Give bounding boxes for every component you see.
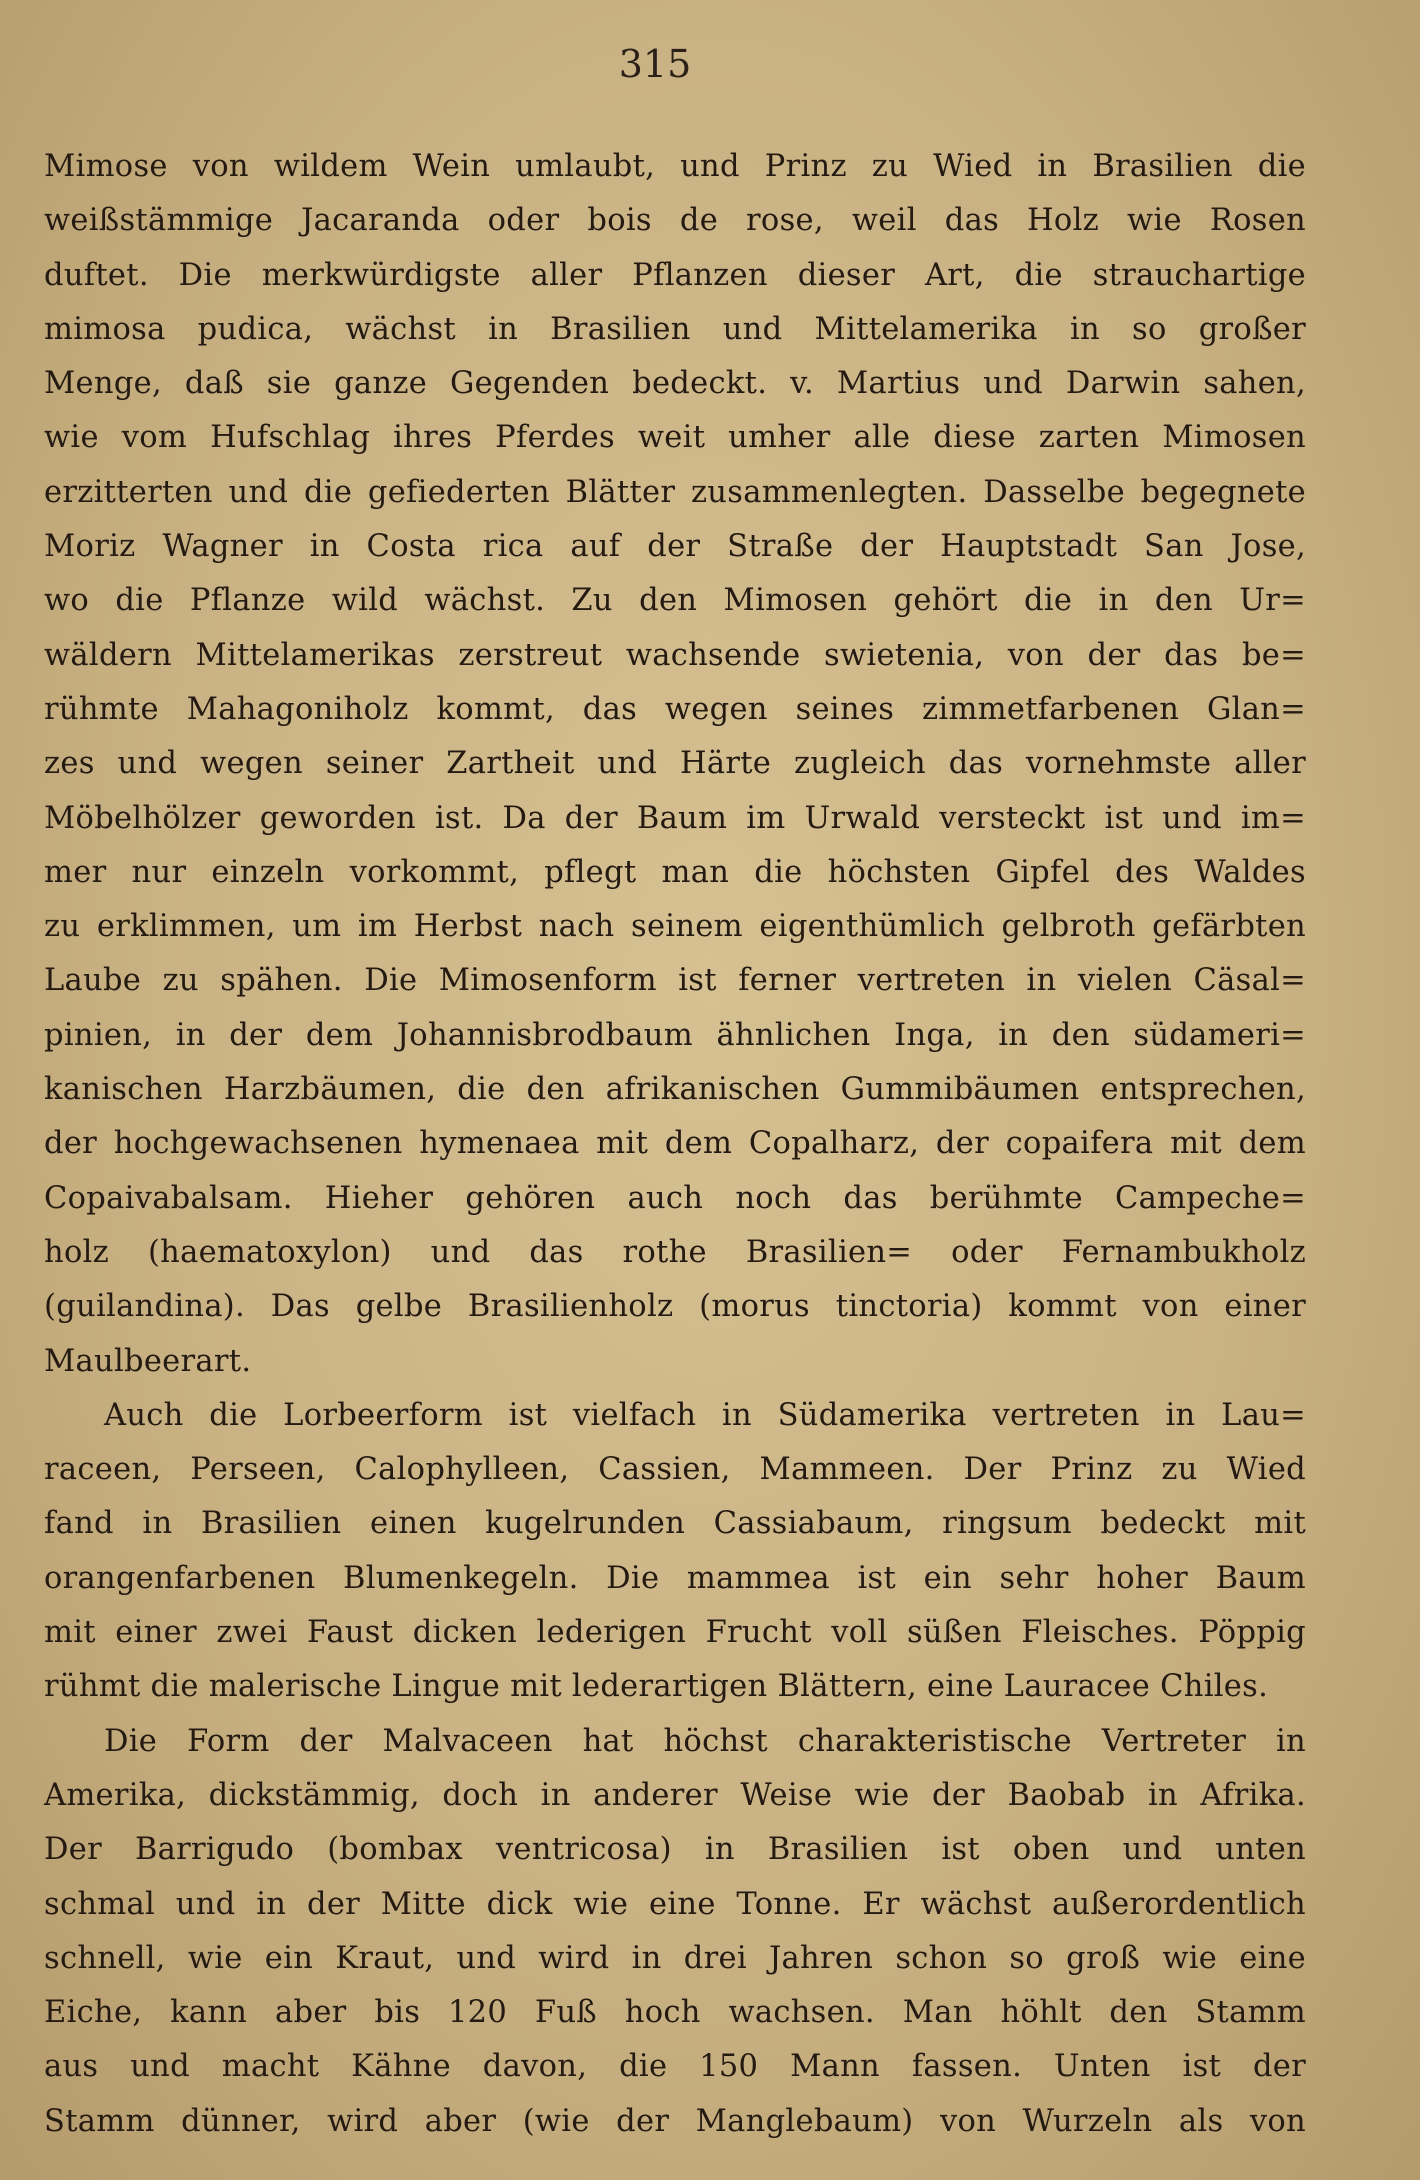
text-line: schnell, wie ein Kraut, und wird in drei Jahren schon so groß wie eine (44, 1940, 1306, 1976)
text-line: Auch die Lorbeerform ist vielfach in Südamerika vertreten in Lau= (104, 1397, 1306, 1433)
text-line: wie vom Hufschlag ihres Pferdes weit umher alle diese zarten Mimosen (44, 420, 1306, 456)
text-line: Maulbeerart. (44, 1343, 252, 1379)
text-line: Menge, daß sie ganze Gegenden bedeckt. v. Martius und Darwin sahen, (44, 366, 1306, 402)
text-line: duftet. Die merkwürdigste aller Pflanzen dieser Art, die strauchartige (44, 257, 1306, 293)
paragraph-3 (44, 1715, 1306, 2149)
text-line: rühmt die malerische Lingue mit lederartigen Blättern, eine Lauracee Chiles. (44, 1669, 1269, 1705)
text-line: schmal und in der Mitte dick wie eine Tonne. Er wächst außerordentlich (44, 1886, 1306, 1922)
text-line: Mimose von wildem Wein umlaubt, und Prinz zu Wied in Brasilien die (44, 149, 1306, 184)
text-line: mer nur einzeln vorkommt, pflegt man die höchsten Gipfel des Waldes (44, 854, 1306, 890)
text-line: Laube zu spähen. Die Mimosenform ist ferner vertreten in vielen Cäsal= (44, 963, 1306, 999)
text-line: zes und wegen seiner Zartheit und Härte zugleich das vornehmste aller (44, 746, 1306, 782)
text-line: rühmte Mahagoniholz kommt, das wegen seines zimmetfarbenen Glan= (44, 691, 1306, 727)
text-line: Der Barrigudo (bombax ventricosa) in Brasilien ist oben und unten (44, 1832, 1306, 1868)
text-line: pinien, in der dem Johannisbrodbaum ähnlichen Inga, in den südameri= (44, 1017, 1306, 1053)
text-line: Amerika, dickstämmig, doch in anderer Weise wie der Baobab in Afrika. (44, 1777, 1306, 1813)
text-line: Eiche, kann aber bis 120 Fuß hoch wachsen. Man höhlt den Stamm (44, 1995, 1306, 2031)
text-line: (guilandina). Das gelbe Brasilienholz (morus tinctoria) kommt von einer (44, 1289, 1306, 1325)
text-line: Copaivabalsam. Hieher gehören auch noch das berühmte Campeche= (44, 1180, 1306, 1216)
text-line: mimosa pudica, wächst in Brasilien und Mittelamerika in so großer (44, 311, 1306, 347)
text-line: Moriz Wagner in Costa rica auf der Straße der Hauptstadt San Jose, (44, 529, 1306, 565)
text-line: raceen, Perseen, Calophylleen, Cassien, Mammeen. Der Prinz zu Wied (44, 1452, 1306, 1488)
page-number: 315 (618, 42, 692, 86)
text-line: zu erklimmen, um im Herbst nach seinem eigenthümlich gelbroth gefärbten (44, 909, 1306, 945)
text-line: Die Form der Malvaceen hat höchst charakteristische Vertreter in (104, 1723, 1306, 1759)
text-line: erzitterten und die gefiederten Blätter zusammenlegten. Dasselbe begegnete (44, 474, 1306, 510)
text-line: wo die Pflanze wild wächst. Zu den Mimosen gehört die in den Ur= (44, 583, 1306, 619)
text-line: aus und macht Kähne davon, die 150 Mann fassen. Unten ist der (44, 2049, 1306, 2085)
text-line: der hochgewachsenen hymenaea mit dem Copalharz, der copaifera mit dem (44, 1126, 1306, 1162)
paragraph-1 (44, 140, 1306, 1389)
text-line: wäldern Mittelamerikas zerstreut wachsende swietenia, von der das be= (44, 637, 1306, 673)
text-line: weißstämmige Jacaranda oder bois de rose, weil das Holz wie Rosen (44, 203, 1306, 239)
text-line: fand in Brasilien einen kugelrunden Cassiabaum, ringsum bedeckt mit (44, 1506, 1306, 1542)
text-line: mit einer zwei Faust dicken lederigen Frucht voll süßen Fleisches. Pöppig (44, 1615, 1306, 1651)
text-line: orangenfarbenen Blumenkegeln. Die mammea ist ein sehr hoher Baum (44, 1560, 1306, 1596)
text-line: Stamm dünner, wird aber (wie der Manglebaum) von Wurzeln als von (44, 2103, 1306, 2139)
text-line: Möbelhölzer geworden ist. Da der Baum im Urwald versteckt ist und im= (44, 800, 1306, 836)
paragraph-2 (44, 1389, 1306, 1715)
text-line: kanischen Harzbäumen, die den afrikanischen Gummibäumen entsprechen, (44, 1072, 1306, 1108)
text-line: holz (haematoxylon) und das rothe Brasilien= oder Fernambukholz (44, 1234, 1306, 1270)
body-text (44, 140, 1306, 2149)
